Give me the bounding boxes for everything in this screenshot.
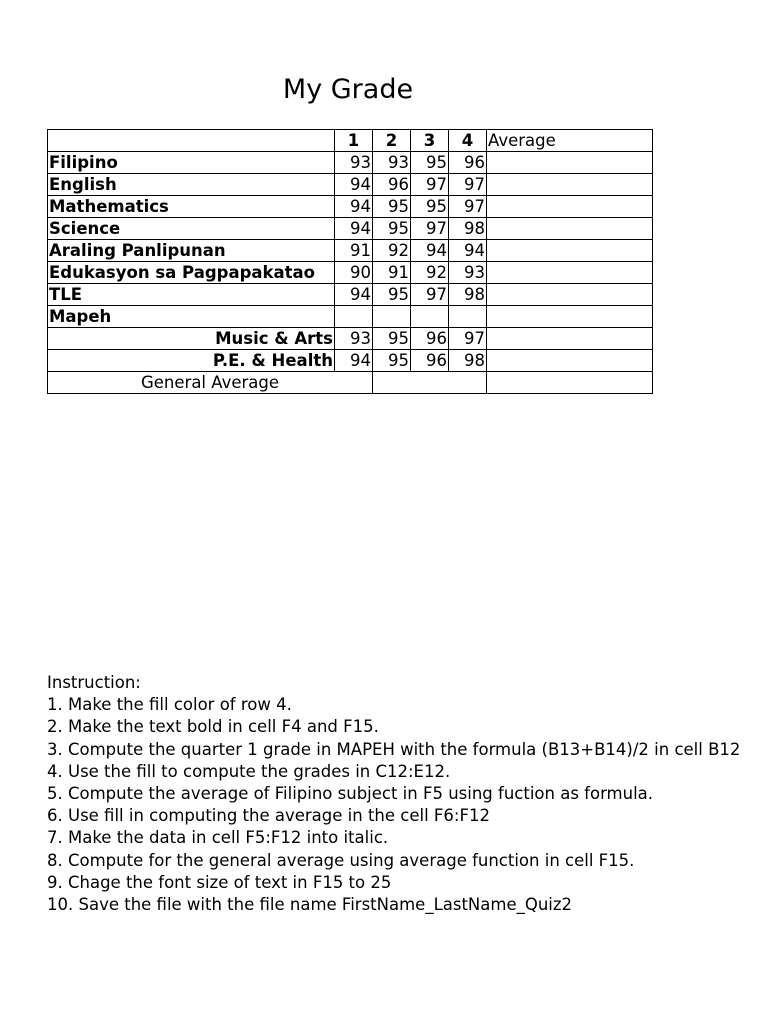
grade-cell[interactable]: 98 xyxy=(449,218,487,240)
grade-cell[interactable]: 95 xyxy=(373,350,411,372)
instruction-item: 3. Compute the quarter 1 grade in MAPEH with the formula (B13+B14)/2 in cell B12 xyxy=(47,739,741,759)
general-average-spacer[interactable] xyxy=(373,372,487,394)
subject-cell[interactable]: TLE xyxy=(48,284,335,306)
grade-cell[interactable]: 97 xyxy=(449,328,487,350)
instruction-item: 4. Use the fill to compute the grades in C12:E12. xyxy=(47,761,451,781)
subject-cell[interactable]: Filipino xyxy=(48,152,335,174)
subject-cell[interactable]: English xyxy=(48,174,335,196)
grade-cell[interactable]: 97 xyxy=(449,196,487,218)
page-title: My Grade xyxy=(282,74,414,105)
header-row xyxy=(48,130,653,152)
grade-cell[interactable]: 97 xyxy=(411,174,449,196)
grade-cell[interactable]: 95 xyxy=(373,218,411,240)
instructions-heading: Instruction: xyxy=(47,673,141,692)
table-row xyxy=(48,328,653,350)
grade-cell[interactable]: 96 xyxy=(373,174,411,196)
grade-cell[interactable]: 96 xyxy=(411,350,449,372)
table-row xyxy=(48,262,653,284)
grade-cell[interactable]: 93 xyxy=(373,152,411,174)
grade-cell[interactable]: 93 xyxy=(335,152,373,174)
average-cell[interactable] xyxy=(487,218,653,240)
instructions xyxy=(47,672,740,916)
grade-cell[interactable]: 95 xyxy=(411,152,449,174)
average-cell[interactable] xyxy=(487,262,653,284)
average-cell[interactable] xyxy=(487,306,653,328)
quarter-3-header[interactable]: 3 xyxy=(411,130,449,152)
grade-cell[interactable]: 92 xyxy=(373,240,411,262)
grade-cell[interactable]: 95 xyxy=(411,196,449,218)
instruction-item: 8. Compute for the general average using average function in cell F15. xyxy=(47,850,635,870)
table-row xyxy=(48,152,653,174)
average-cell[interactable] xyxy=(487,196,653,218)
quarter-4-header[interactable]: 4 xyxy=(449,130,487,152)
average-cell[interactable] xyxy=(487,284,653,306)
grade-cell[interactable]: 91 xyxy=(373,262,411,284)
grade-cell[interactable]: 94 xyxy=(335,218,373,240)
grade-cell[interactable]: 95 xyxy=(373,328,411,350)
grade-cell[interactable]: 96 xyxy=(449,152,487,174)
subject-cell[interactable]: Edukasyon sa Pagpapakatao xyxy=(48,262,335,284)
average-cell[interactable] xyxy=(487,152,653,174)
grade-cell[interactable]: 91 xyxy=(335,240,373,262)
grade-cell[interactable]: 96 xyxy=(411,328,449,350)
grade-cell[interactable]: 94 xyxy=(411,240,449,262)
grade-cell[interactable]: 94 xyxy=(449,240,487,262)
table-row xyxy=(48,284,653,306)
instruction-item: 6. Use fill in computing the average in the cell F6:F12 xyxy=(47,806,490,826)
table-row xyxy=(48,306,653,328)
grade-cell[interactable]: 97 xyxy=(411,218,449,240)
quarter-2-header[interactable]: 2 xyxy=(373,130,411,152)
grade-cell[interactable] xyxy=(373,306,411,328)
instruction-item: 2. Make the text bold in cell F4 and F15. xyxy=(47,717,379,737)
table-row xyxy=(48,350,653,372)
grade-cell[interactable]: 97 xyxy=(411,284,449,306)
subject-cell[interactable]: P.E. & Health xyxy=(48,350,335,372)
grade-cell[interactable]: 93 xyxy=(335,328,373,350)
average-cell[interactable] xyxy=(487,174,653,196)
grade-cell[interactable]: 98 xyxy=(449,284,487,306)
table-row xyxy=(48,218,653,240)
general-average-label[interactable]: General Average xyxy=(48,372,373,394)
grade-cell[interactable]: 95 xyxy=(373,196,411,218)
grade-cell[interactable]: 94 xyxy=(335,196,373,218)
header-blank-cell[interactable] xyxy=(48,130,335,152)
table-row xyxy=(48,174,653,196)
grade-cell[interactable] xyxy=(411,306,449,328)
table-row xyxy=(48,196,653,218)
average-cell[interactable] xyxy=(487,350,653,372)
grade-cell[interactable]: 92 xyxy=(411,262,449,284)
average-header[interactable]: Average xyxy=(487,130,653,152)
grade-cell[interactable]: 98 xyxy=(449,350,487,372)
general-average-value[interactable] xyxy=(487,372,653,394)
instruction-item: 10. Save the file with the file name FirstName_LastName_Quiz2 xyxy=(47,894,573,914)
subject-cell[interactable]: Araling Panlipunan xyxy=(48,240,335,262)
instruction-item: 1. Make the fill color of row 4. xyxy=(47,695,292,715)
subject-cell[interactable]: Mathematics xyxy=(48,196,335,218)
subject-cell[interactable]: Science xyxy=(48,218,335,240)
subject-cell[interactable]: Music & Arts xyxy=(48,328,335,350)
average-cell[interactable] xyxy=(487,240,653,262)
general-average-row xyxy=(48,372,653,394)
grade-table xyxy=(47,129,653,394)
grade-cell[interactable]: 94 xyxy=(335,284,373,306)
instruction-item: 7. Make the data in cell F5:F12 into italic. xyxy=(47,828,389,848)
grade-cell[interactable]: 95 xyxy=(373,284,411,306)
grade-cell[interactable]: 97 xyxy=(449,174,487,196)
grade-cell[interactable]: 90 xyxy=(335,262,373,284)
grade-cell[interactable]: 93 xyxy=(449,262,487,284)
subject-cell[interactable]: Mapeh xyxy=(48,306,335,328)
average-cell[interactable] xyxy=(487,328,653,350)
instruction-item: 5. Compute the average of Filipino subject in F5 using fuction as formula. xyxy=(47,783,654,803)
quarter-1-header[interactable]: 1 xyxy=(335,130,373,152)
grade-cell[interactable] xyxy=(335,306,373,328)
table-row xyxy=(48,240,653,262)
grade-cell[interactable] xyxy=(449,306,487,328)
instruction-item: 9. Chage the font size of text in F15 to 25 xyxy=(47,872,392,892)
grade-cell[interactable]: 94 xyxy=(335,350,373,372)
grade-cell[interactable]: 94 xyxy=(335,174,373,196)
